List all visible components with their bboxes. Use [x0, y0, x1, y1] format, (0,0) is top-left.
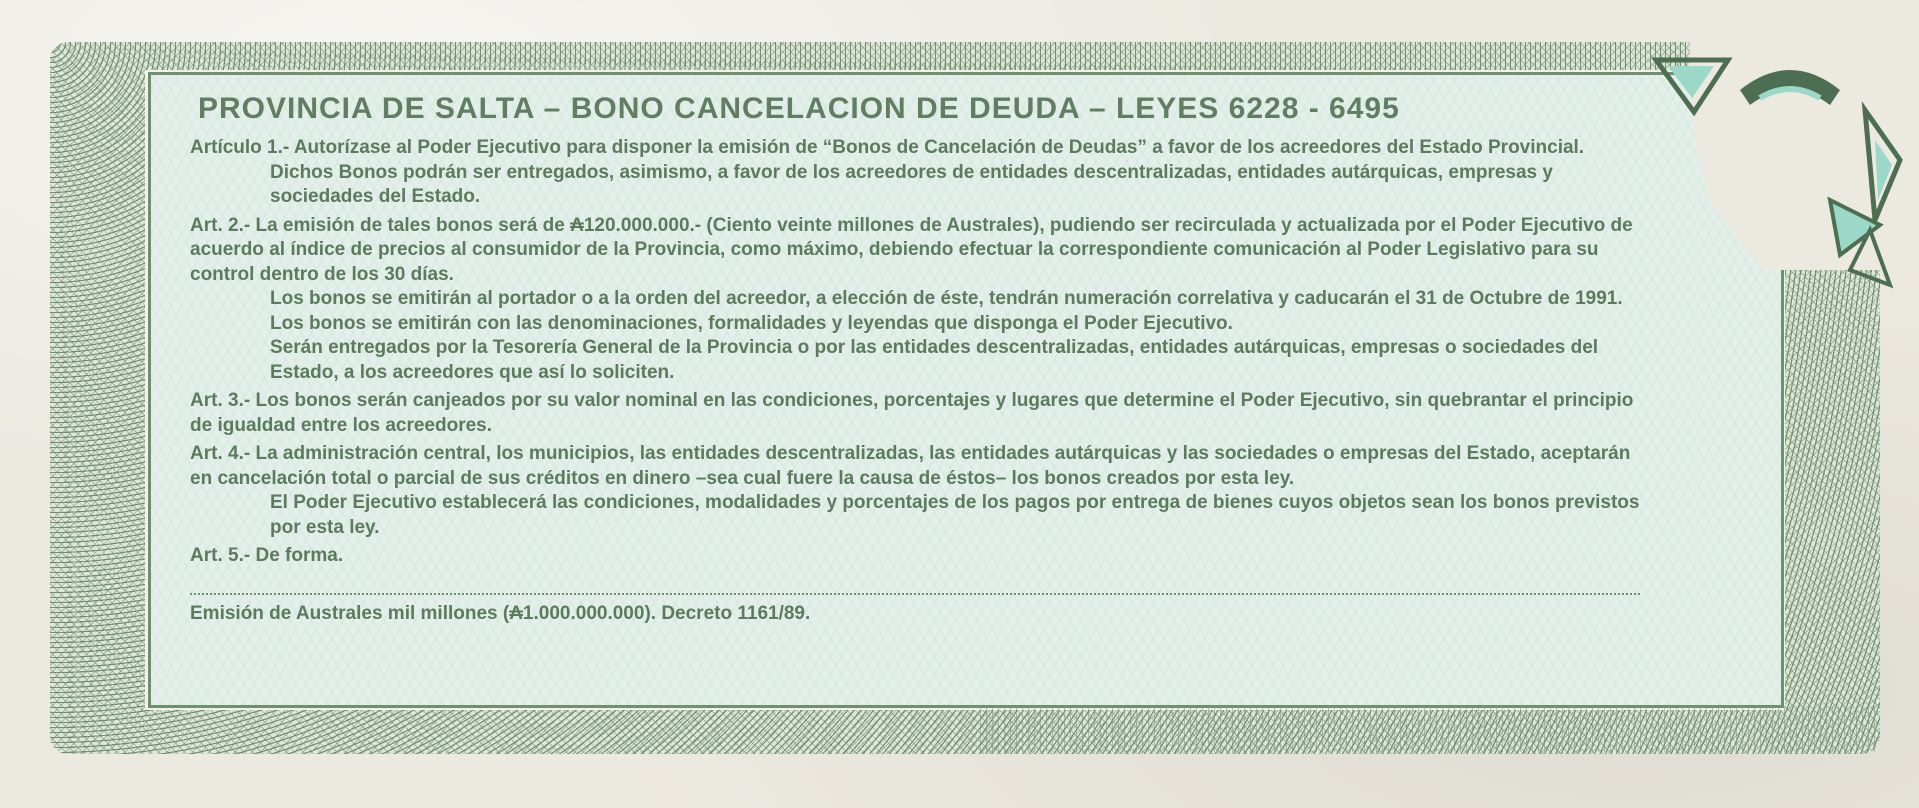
- article-text: El Poder Ejecutivo establecerá las condiciones, modalidades y porcentajes de los pagos por entrega de bienes cuyos objetos sean los bonos previstos por esta ley.: [270, 492, 1640, 538]
- article-text: Los bonos se emitirán al portador o a la orden del acreedor, a elección de éste, tendrán numeración correlativa y caducarán el 31 de Octubre de 1991.: [270, 288, 1623, 309]
- article-label: Artículo 1.-: [190, 137, 290, 158]
- articles-list: [190, 136, 1650, 569]
- bottom-ornament: [980, 706, 1880, 752]
- article-paragraph: [190, 312, 1650, 337]
- article-paragraph: [190, 336, 1650, 385]
- article-text: Serán entregados por la Tesorería General de la Provincia o por las entidades descentralizadas, entidades autárquicas, empresas o sociedades del Estado, a los acreedores que así lo soliciten.: [270, 337, 1599, 383]
- article-text: Dichos Bonos podrán ser entregados, asimismo, a favor de los acreedores de entidades descentralizadas, entidades autárquicas, empresas y sociedades del Estado.: [270, 161, 1553, 207]
- article-text: De forma.: [255, 545, 344, 566]
- article-paragraph: [190, 136, 1650, 161]
- article-label: Art. 5.-: [190, 545, 251, 566]
- corner-ornament-icon: [1650, 50, 1919, 310]
- article-paragraph: [190, 161, 1650, 210]
- article-text: Los bonos se emitirán con las denominaciones, formalidades y leyendas que disponga el Poder Ejecutivo.: [270, 312, 1233, 334]
- article-text: Autorízase al Poder Ejecutivo para disponer la emisión de “Bonos de Cancelación de Deudas” a favor de los acreedores del Estado Provincial.: [293, 137, 1585, 158]
- article-paragraph: [190, 389, 1650, 438]
- article-text: La administración central, los municipios, las entidades descentralizadas, las entidades autárquicas y las sociedades o empresas del Estado, aceptarán en cancelación total o parcial de sus créditos en dinero –sea cual fuere la causa de éstos– los bonos creados por esta ley.: [190, 443, 1631, 489]
- document-title: PROVINCIA DE SALTA – BONO CANCELACION DE DEUDA – LEYES 6228 - 6495: [198, 92, 1400, 125]
- article-paragraph: [190, 287, 1650, 312]
- emission-footer: Emisión de Australes mil millones (₳1.000.000.000). Decreto 1161/89.: [190, 602, 811, 624]
- dotted-divider: [190, 593, 1640, 595]
- article-text: Los bonos serán canjeados por su valor nominal en las condiciones, porcentajes y lugares que determine el Poder Ejecutivo, sin quebrantar el principio de igualdad entre los acreedores.: [190, 390, 1634, 436]
- article-paragraph: [190, 491, 1650, 540]
- article-paragraph: [190, 442, 1650, 491]
- document-body: [190, 92, 1650, 625]
- article-label: Art. 4.-: [190, 443, 251, 464]
- article-paragraph: [190, 214, 1650, 288]
- article-label: Art. 3.-: [190, 390, 251, 411]
- article-paragraph: [190, 544, 1650, 569]
- article-text: La emisión de tales bonos será de ₳120.000.000.- (Ciento veinte millones de Australes), pudiendo ser recirculada y actualizada por el Poder Ejecutivo de acuerdo al índice de precios al consumidor de la Provincia, como máximo, debiendo efectuar la correspondiente comunicación al Poder Legislativo para su control dentro de los 30 días.: [190, 214, 1633, 285]
- article-label: Art. 2.-: [190, 214, 251, 236]
